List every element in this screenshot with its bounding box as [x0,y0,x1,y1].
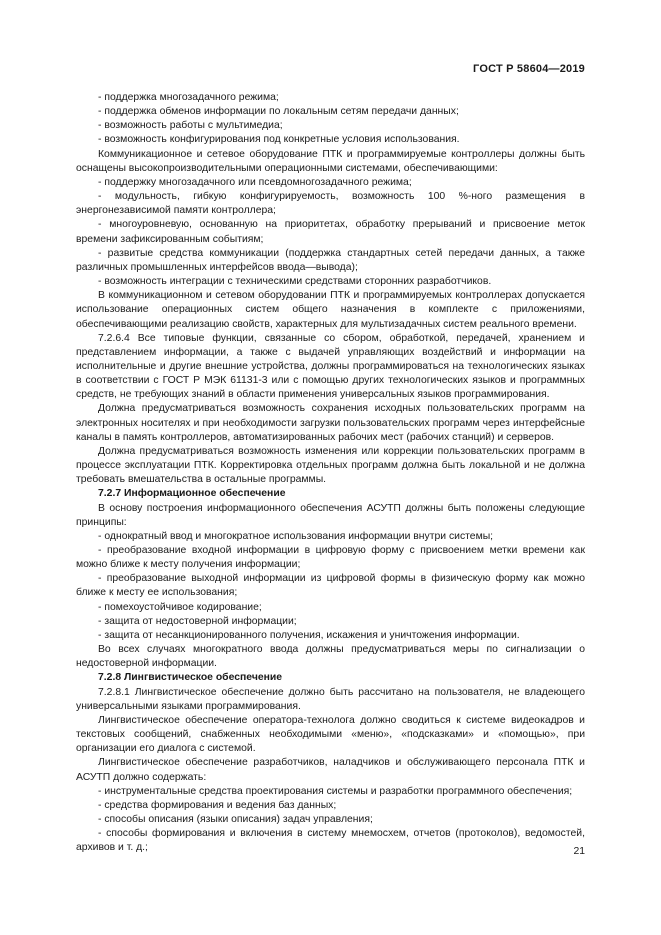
document-body [76,91,585,855]
paragraph: Должна предусматриваться возможность сохранения исходных пользовательских программ на электронных носителях и при необходимости загрузки пользовательских программ через интерфейсные каналы в память контроллеров, автоматизированных рабочих мест (рабочих станций) и серверов. [76,403,585,443]
paragraph: Коммуникационное и сетевое оборудование ПТК и программируемые контроллеры должны быть оснащены высокопроизводительными операционными системами, обеспечивающими: [76,148,585,174]
list-item: - поддержку многозадачного или псевдомногозадачного режима; [98,176,412,188]
list-item: - поддержка обменов информации по локальным сетям передачи данных; [98,106,459,118]
list-item: - модульность, гибкую конфигурируемость, возможность 100 %-ного размещения в энергонезависимой памяти контроллера; [76,191,585,217]
page-number: 21 [573,846,585,857]
document-header [473,63,585,75]
page-footer [573,846,585,857]
list-item: - возможность конфигурирования под конкретные условия использования. [98,134,460,146]
section-heading: 7.2.7 Информационное обеспечение [98,488,286,500]
list-item: - преобразование выходной информации из цифровой формы в физическую форму как можно ближе к месту ее использования; [76,573,585,599]
section-heading: 7.2.8 Лингвистическое обеспечение [98,672,283,684]
paragraph: 7.2.6.4 Все типовые функции, связанные со сбором, обработкой, передачей, хранением и представлением информации, а также с выдачей управляющих воздействий и информации на исполнительные и другие внешние устройства, должны программироваться на технологических языках в соответствии с ГОСТ Р МЭК 61131-3 или с помощью других технологических языков и программных средств, не требующих знаний в области применения универсальных языков программирования. [76,332,585,401]
paragraph: Лингвистическое обеспечение разработчиков, наладчиков и обслуживающего персонала ПТК и АСУТП должно содержать: [76,757,585,783]
list-item: - поддержка многозадачного режима; [98,92,279,103]
list-item: - способы формирования и включения в систему мнемосхем, отчетов (протоколов), ведомостей, архивов и т. д.; [76,828,585,854]
list-item: - однократный ввод и многократное использования информации внутри системы; [98,530,494,542]
standard-number: ГОСТ Р 58604—2019 [473,63,585,75]
paragraph: Должна предусматриваться возможность изменения или коррекции пользовательских программ в процессе эксплуатации ПТК. Корректировка отдельных программ должна быть локальной и не должна требовать вмешательства в остальные программы. [76,445,585,486]
list-item: - помехоустойчивое кодирование; [98,601,262,613]
list-item: - многоуровневую, основанную на приоритетах, обработку прерываний и присвоение меток времени зафиксированным событиям; [76,219,585,245]
paragraph: В коммуникационном и сетевом оборудовании ПТК и программируемых контроллерах допускается использование операционных систем общего назначения в комплекте с приложениями, обеспечивающими реализацию свойств, характерных для мультизадачных систем реального времени. [76,290,585,330]
list-item: - средства формирования и ведения баз данных; [98,799,337,811]
paragraph: 7.2.8.1 Лингвистическое обеспечение должно быть рассчитано на пользователя, не владеющего универсальными языками программирования. [76,686,585,712]
list-item: - развитые средства коммуникации (поддержка стандартных сетей передачи данных, а также различных промышленных интерфейсов ввода—вывода); [76,247,585,273]
list-item: - возможность интеграции с техническими средствами сторонних разработчиков. [98,276,492,288]
paragraph: Во всех случаях многократного ввода должны предусматриваться меры по сигнализации о недостоверной информации. [76,644,585,670]
list-item: - возможность работы с мультимедиа; [98,120,283,132]
list-item: - защита от недостоверной информации; [98,615,297,627]
list-item: - инструментальные средства проектирования системы и разработки программного обеспечения; [98,785,573,797]
paragraph: В основу построения информационного обеспечения АСУТП должны быть положены следующие принципы: [76,502,585,528]
list-item: - защита от несанкционированного получения, искажения и уничтожения информации. [98,629,520,641]
list-item: - способы описания (языки описания) задач управления; [98,813,373,825]
list-item: - преобразование входной информации в цифровую форму с присвоением метки времени как можно ближе к месту получения информации; [76,545,585,571]
paragraph: Лингвистическое обеспечение оператора-технолога должно сводиться к системе видеокадров и текстовых сообщений, снабженных необходимыми «меню», «подсказками» и «помощью», при организации его диалога с системой. [76,714,585,755]
